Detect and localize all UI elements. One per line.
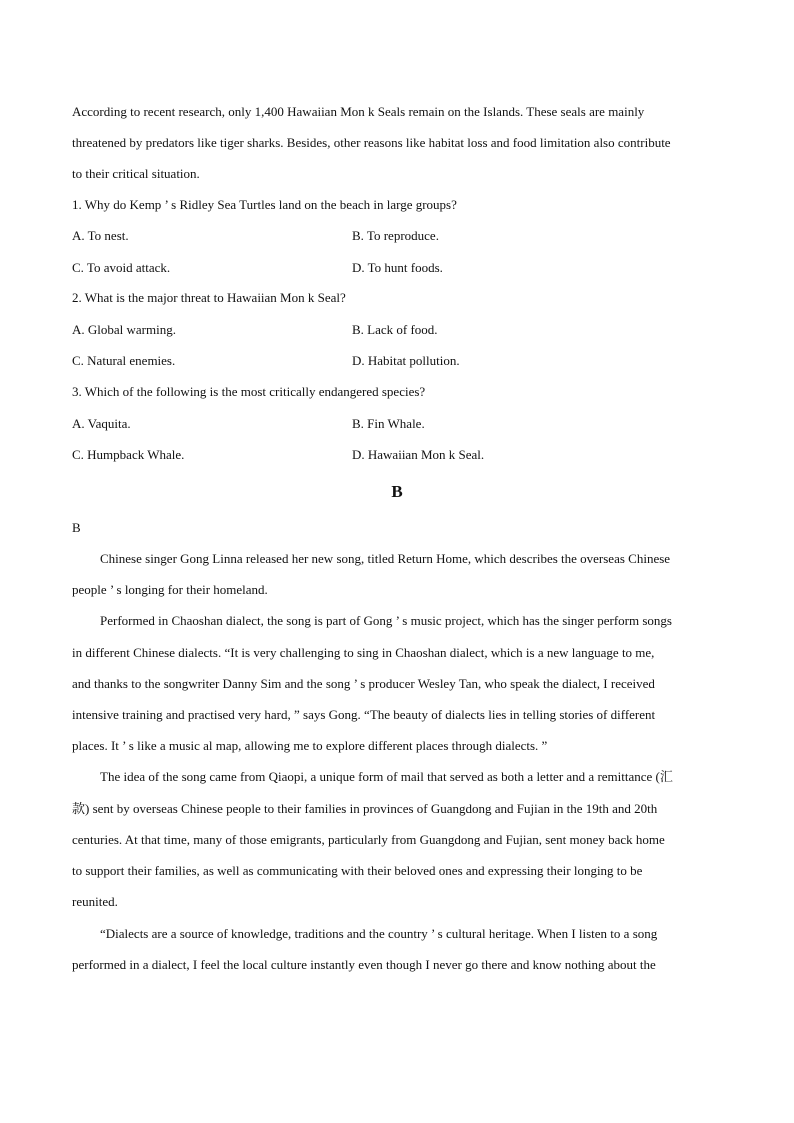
passage-b-line-6: intensive training and practised very hard, ” says Gong. “The beauty of dialects lies in telling stories of different bbox=[72, 707, 656, 722]
passage-b-line-4: in different Chinese dialects. “It is very challenging to sing in Chaoshan dialect, which is a new language to me, bbox=[72, 645, 655, 660]
question-3-option-a: A. Vaquita. bbox=[72, 416, 131, 431]
question-2-option-b: B. Lack of food. bbox=[352, 322, 438, 337]
passage-b-line-5: and thanks to the songwriter Danny Sim and the song ’ s producer Wesley Tan, who speak the dialect, I received bbox=[72, 676, 655, 691]
question-1-option-b: B. To reproduce. bbox=[352, 228, 439, 243]
question-2-option-d: D. Habitat pollution. bbox=[352, 353, 460, 368]
passage-b-line-2: people ’ s longing for their homeland. bbox=[72, 582, 268, 597]
passage-b-line-3: Performed in Chaoshan dialect, the song is part of Gong ’ s music project, which has the singer perform songs bbox=[100, 613, 672, 628]
question-3-option-b: B. Fin Whale. bbox=[352, 416, 425, 431]
passage-a-line-3: to their critical situation. bbox=[72, 166, 200, 181]
passage-b-line-13: “Dialects are a source of knowledge, traditions and the country ’ s cultural heritage. When I listen to a song bbox=[100, 926, 658, 941]
question-3-stem: 3. Which of the following is the most critically endangered species? bbox=[72, 384, 426, 399]
passage-b-line-11: to support their families, as well as communicating with their beloved ones and expressing their longing to be bbox=[72, 863, 643, 878]
passage-b-line-1: Chinese singer Gong Linna released her new song, titled Return Home, which describes the overseas Chinese bbox=[100, 551, 671, 566]
question-1-option-d: D. To hunt foods. bbox=[352, 260, 443, 275]
question-2-option-c: C. Natural enemies. bbox=[72, 353, 176, 368]
question-3-option-d: D. Hawaiian Mon k Seal. bbox=[352, 447, 485, 462]
question-3-option-c: C. Humpback Whale. bbox=[72, 447, 185, 462]
passage-a-line-1: According to recent research, only 1,400 Hawaiian Mon k Seals remain on the Islands. These seals are mainly bbox=[72, 104, 645, 119]
passage-b-line-7: places. It ’ s like a music al map, allowing me to explore different places through dialects. ” bbox=[72, 738, 548, 753]
passage-a-line-2: threatened by predators like tiger sharks. Besides, other reasons like habitat loss and food limitation also contribute bbox=[72, 135, 671, 150]
passage-b-line-10: centuries. At that time, many of those emigrants, particularly from Guangdong and Fujian, sent money back home bbox=[72, 832, 665, 847]
passage-b-line-9: 款) sent by overseas Chinese people to their families in provinces of Guangdong and Fujian in the 19th and 20th bbox=[72, 801, 658, 816]
section-heading: B bbox=[391, 482, 403, 501]
question-2-option-a: A. Global warming. bbox=[72, 322, 176, 337]
question-1-option-a: A. To nest. bbox=[72, 228, 129, 243]
passage-b-line-14: performed in a dialect, I feel the local culture instantly even though I never go there and know nothing about the bbox=[72, 957, 656, 972]
question-1-option-c: C. To avoid attack. bbox=[72, 260, 171, 275]
question-1-stem: 1. Why do Kemp ’ s Ridley Sea Turtles land on the beach in large groups? bbox=[72, 197, 457, 212]
section-label: B bbox=[72, 520, 81, 535]
passage-b-line-8: The idea of the song came from Qiaopi, a unique form of mail that served as both a letter and a remittance (汇 bbox=[100, 769, 673, 784]
question-2-stem: 2. What is the major threat to Hawaiian Mon k Seal? bbox=[72, 290, 346, 305]
passage-b-line-12: reunited. bbox=[72, 894, 118, 909]
